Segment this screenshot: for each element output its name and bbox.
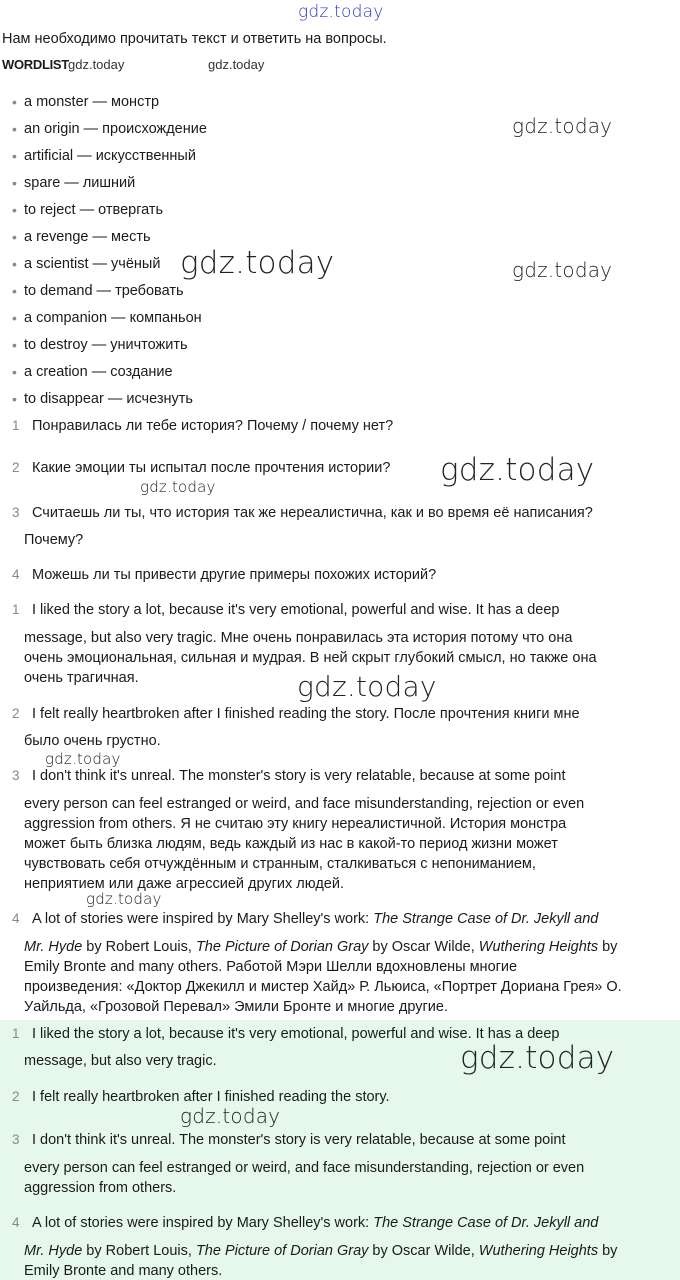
wordlist-item: • to demand — требовать — [12, 281, 207, 308]
watermark: gdz.today — [460, 1040, 615, 1076]
watermark: gdz.today — [440, 452, 595, 488]
answer-text: чувствовать себя отчуждённым и странным, сталкиваться с непониманием, — [24, 856, 536, 872]
answer-text: aggression from others. Я не считаю эту книгу нереалистичной. История монстра — [24, 816, 567, 832]
answer-text: было очень грустно. — [24, 733, 161, 749]
watermark: gdz.today — [68, 57, 125, 72]
question-number: 4 — [12, 567, 20, 582]
question-number: 1 — [12, 418, 20, 433]
wordlist-title: WORDLIST — [2, 57, 69, 72]
wordlist — [12, 92, 207, 416]
answer-number: 3 — [12, 768, 20, 783]
answer-text: every person can feel estranged or weird, and face misunderstanding, rejection or even — [24, 796, 585, 812]
answer-number: 4 — [12, 1215, 20, 1230]
answer-text: Emily Bronte and many others. Работой Мэри Шелли вдохновлены многие — [24, 959, 518, 975]
watermark: gdz.today — [180, 245, 335, 281]
answer-text: I felt really heartbroken after I finished reading the story. После прочтения книги мне — [32, 706, 580, 722]
answer-text: Уайльда, «Грозовой Перевал» Эмили Бронте и многие другие. — [24, 999, 448, 1015]
answer-text: I liked the story a lot, because it's very emotional, powerful and wise. It has a deep — [32, 1026, 560, 1042]
wordlist-item: • a revenge — месть — [12, 227, 207, 254]
wordlist-item: • a creation — создание — [12, 362, 207, 389]
wordlist-item: • artificial — искусственный — [12, 146, 207, 173]
answer-text: Mr. Hyde by Robert Louis, The Picture of Dorian Gray by Oscar Wilde, Wuthering Heights by — [24, 939, 618, 955]
answer-number: 4 — [12, 911, 20, 926]
answer-number: 2 — [12, 1089, 20, 1104]
wordlist-item: • a companion — компаньон — [12, 308, 207, 335]
answer-text: I liked the story a lot, because it's very emotional, powerful and wise. It has a deep — [32, 602, 560, 618]
question-number: 2 — [12, 460, 20, 475]
answer-text: aggression from others. — [24, 1180, 177, 1196]
wordlist-item: • an origin — происхождение — [12, 119, 207, 146]
wordlist-item: • a monster — монстр — [12, 92, 207, 119]
question-text: Почему? — [24, 532, 84, 548]
answer-text: неприятием или даже агрессией других людей. — [24, 876, 344, 892]
watermark: gdz.today — [86, 890, 162, 908]
answer-text: может быть близка людям, ведь каждый из нас в какой-то период жизни может — [24, 836, 558, 852]
answer-text: очень эмоциональная, сильная и мудрая. В ней скрыт глубокий смысл, но также она — [24, 650, 597, 666]
answer-text: every person can feel estranged or weird, and face misunderstanding, rejection or even — [24, 1160, 585, 1176]
question-text: Какие эмоции ты испытал после прочтения истории? — [32, 460, 391, 476]
answer-text: A lot of stories were inspired by Mary Shelley's work: The Strange Case of Dr. Jekyll and — [32, 1215, 599, 1231]
answer-text: очень трагичная. — [24, 670, 139, 686]
wordlist-item: • a scientist — учёный — [12, 254, 207, 281]
answer-text: I felt really heartbroken after I finished reading the story. — [32, 1089, 390, 1105]
answer-number: 3 — [12, 1132, 20, 1147]
answer-text: произведения: «Доктор Джекилл и мистер Хайд» Р. Льюиса, «Портрет Дориана Грея» О. — [24, 979, 622, 995]
watermark: gdz.today — [298, 2, 384, 22]
watermark: gdz.today — [512, 114, 613, 138]
wordlist-item: • spare — лишний — [12, 173, 207, 200]
question-text: Можешь ли ты привести другие примеры похожих историй? — [32, 567, 437, 583]
wordlist-item: • to destroy — уничтожить — [12, 335, 207, 362]
watermark: gdz.today — [512, 258, 613, 282]
intro-text: Нам необходимо прочитать текст и ответить на вопросы. — [2, 31, 387, 47]
answer-text: Emily Bronte and many others. — [24, 1263, 223, 1279]
answer-text: I don't think it's unreal. The monster's story is very relatable, because at some point — [32, 768, 566, 784]
watermark: gdz.today — [180, 1104, 281, 1128]
answer-text: message, but also very tragic. Мне очень понравилась эта история потому что она — [24, 630, 573, 646]
answer-text: I don't think it's unreal. The monster's story is very relatable, because at some point — [32, 1132, 566, 1148]
answer-number: 1 — [12, 602, 20, 617]
watermark: gdz.today — [140, 478, 216, 496]
wordlist-item: • to reject — отвергать — [12, 200, 207, 227]
question-number: 3 — [12, 505, 20, 520]
answer-number: 2 — [12, 706, 20, 721]
question-text: Считаешь ли ты, что история так же нереалистична, как и во время её написания? — [32, 505, 593, 521]
watermark: gdz.today — [208, 57, 265, 72]
watermark: gdz.today — [45, 750, 121, 768]
answer-number: 1 — [12, 1026, 20, 1041]
wordlist-item: • to disappear — исчезнуть — [12, 389, 207, 416]
question-text: Понравилась ли тебе история? Почему / почему нет? — [32, 418, 394, 434]
answer-text: message, but also very tragic. — [24, 1053, 217, 1069]
answer-text: A lot of stories were inspired by Mary Shelley's work: The Strange Case of Dr. Jekyll and — [32, 911, 599, 927]
watermark: gdz.today — [297, 670, 437, 703]
answer-text: Mr. Hyde by Robert Louis, The Picture of Dorian Gray by Oscar Wilde, Wuthering Heights by — [24, 1243, 618, 1259]
